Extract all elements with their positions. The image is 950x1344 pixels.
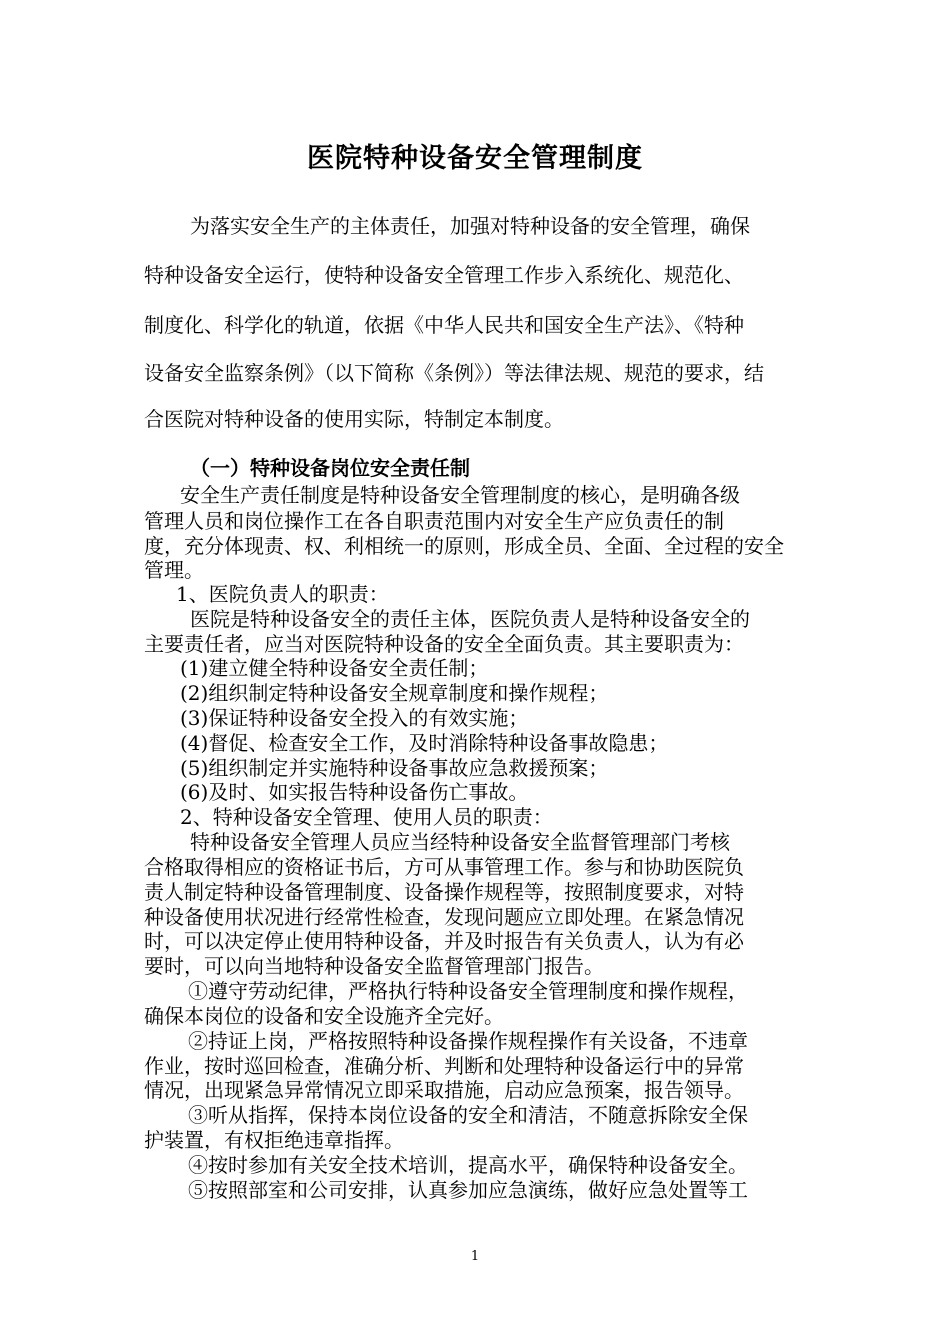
body-line: (3)保证特种设备安全投入的有效实施； — [180, 706, 529, 730]
body-line: ④按时参加有关安全技术培训，提高水平，确保特种设备安全。 — [188, 1153, 748, 1177]
intro-line: 设备安全监察条例》（以下简称《条例》）等法律法规、规范的要求，结 — [144, 361, 764, 385]
body-line: 护装置，有权拒绝违章指挥。 — [144, 1128, 404, 1152]
body-line: 合格取得相应的资格证书后，方可从事管理工作。参与和协助医院负 — [144, 855, 744, 879]
body-line: (2)组织制定特种设备安全规章制度和操作规程； — [180, 681, 609, 705]
body-line: ②持证上岗，严格按照特种设备操作规程操作有关设备，不违章 — [188, 1029, 748, 1053]
body-line: 1、医院负责人的职责： — [176, 582, 389, 606]
body-line: (6)及时、如实报告特种设备伤亡事故。 — [180, 780, 529, 804]
body-line: 度，充分体现责、权、利相统一的原则，形成全员、全面、全过程的安全 — [144, 534, 784, 558]
body-line: (1)建立健全特种设备安全责任制； — [180, 656, 489, 680]
body-line: ⑤按照部室和公司安排，认真参加应急演练，做好应急处置等工 — [188, 1178, 748, 1202]
body-line: 2、特种设备安全管理、使用人员的职责： — [180, 805, 553, 829]
body-line: 种设备使用状况进行经常性检查，发现问题应立即处理。在紧急情况 — [144, 905, 744, 929]
body-line: 主要责任者，应当对医院特种设备的安全全面负责。其主要职责为： — [144, 632, 744, 656]
body-line: (4)督促、检查安全工作，及时消除特种设备事故隐患； — [180, 731, 669, 755]
body-line: 要时，可以向当地特种设备安全监督管理部门报告。 — [144, 954, 604, 978]
intro-line: 特种设备安全运行，使特种设备安全管理工作步入系统化、规范化、 — [144, 263, 744, 287]
body-line: (5)组织制定并实施特种设备事故应急救援预案； — [180, 756, 609, 780]
intro-line: 制度化、科学化的轨道，依据《中华人民共和国安全生产法》、《特种 — [144, 313, 744, 337]
body-line: 特种设备安全管理人员应当经特种设备安全监督管理部门考核 — [190, 830, 730, 854]
page-number: 1 — [470, 1249, 480, 1264]
body-line: 责人制定特种设备管理制度、设备操作规程等，按照制度要求，对特 — [144, 880, 744, 904]
section-heading: （一）特种设备岗位安全责任制 — [190, 456, 470, 480]
body-line: 管理。 — [144, 558, 204, 582]
document-title: 医院特种设备安全管理制度 — [307, 143, 643, 174]
body-line: ①遵守劳动纪律，严格执行特种设备安全管理制度和操作规程， — [188, 979, 748, 1003]
body-line: 安全生产责任制度是特种设备安全管理制度的核心，是明确各级 — [180, 483, 740, 507]
body-line: 管理人员和岗位操作工在各自职责范围内对安全生产应负责任的制 — [144, 509, 724, 533]
body-line: 情况，出现紧急异常情况立即采取措施，启动应急预案，报告领导。 — [144, 1078, 744, 1102]
intro-line: 合医院对特种设备的使用实际，特制定本制度。 — [144, 407, 564, 431]
intro-line: 为落实安全生产的主体责任，加强对特种设备的安全管理，确保 — [190, 214, 750, 238]
body-line: 确保本岗位的设备和安全设施齐全完好。 — [144, 1004, 504, 1028]
body-line: 时，可以决定停止使用特种设备，并及时报告有关负责人，认为有必 — [144, 929, 744, 953]
body-line: 医院是特种设备安全的责任主体，医院负责人是特种设备安全的 — [190, 607, 750, 631]
body-line: ③听从指挥，保持本岗位设备的安全和清洁，不随意拆除安全保 — [188, 1103, 748, 1127]
body-line: 作业，按时巡回检查，准确分析、判断和处理特种设备运行中的异常 — [144, 1054, 744, 1078]
